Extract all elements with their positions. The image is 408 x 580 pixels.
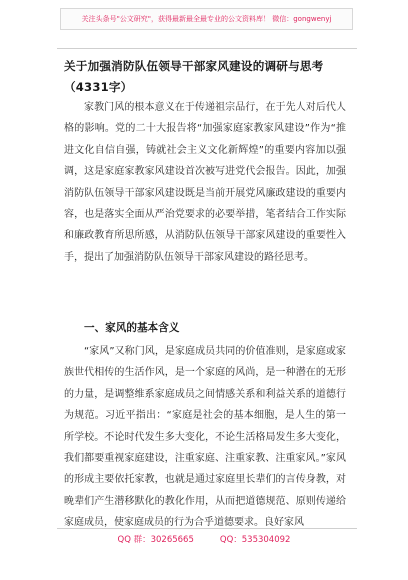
section-heading: 一、家风的基本含义 <box>84 322 180 334</box>
header-divider <box>57 48 357 49</box>
document-title: 关于加强消防队伍领导干部家风建设的调研与思考（4331字） <box>64 59 324 94</box>
intro-paragraph: 家教门风的根本意义在于传递祖宗品行，在于先人对后代人格的影响。党的二十大报告将“加强家庭家教家风建设”作为“推进文化自信自强，铸就社会主义文化新辉煌”的重要内容加以强调，这是家庭家教家风建设首次被写进党代会报告。因此，加强消防队伍领导干部家风建设既是当前开展党风廉政建设的重要内容，也是落实全面从严治党要求的必要举措，笔者结合工作实际和廉政教育所思所感，从消防队伍领导干部家风建设的重要性入手，提出了加强消防队伍领导干部家风建设的路径思考。 <box>64 102 346 263</box>
footer-contact <box>0 533 408 547</box>
promo-banner: 关注头条号"公文研究"，获得最新最全最专业的公文资料库！ 微信：gongwenyj <box>60 8 353 30</box>
section-paragraph: “家风”又称门风，是家庭成员共同的价值准则，是家庭或家族世代相传的生活作风，是一个家庭的风尚，是一种潜在的无形的力量，是调整维系家庭成员之间情感关系和利益关系的道德行为规范。习近平指出：“家庭是社会的基本细胞，是人生的第一所学校。不论时代发生多大变化，不论生活格局发生多大变化，我们都要重视家庭建设，注重家庭、注重家教、注重家风。”家风的形成主要依托家教，也就是通过家庭里长辈们的言传身教，对晚辈们产生潜移默化的教化作用，从而把道德规范、原则传递给家庭成员，使家庭成员的行为合乎道德要求。良好家风 <box>64 346 346 529</box>
footer-divider <box>57 528 357 529</box>
qq-label: QQ：535304092 <box>219 535 291 545</box>
qq-group-label: QQ 群：30265665 <box>117 535 194 545</box>
